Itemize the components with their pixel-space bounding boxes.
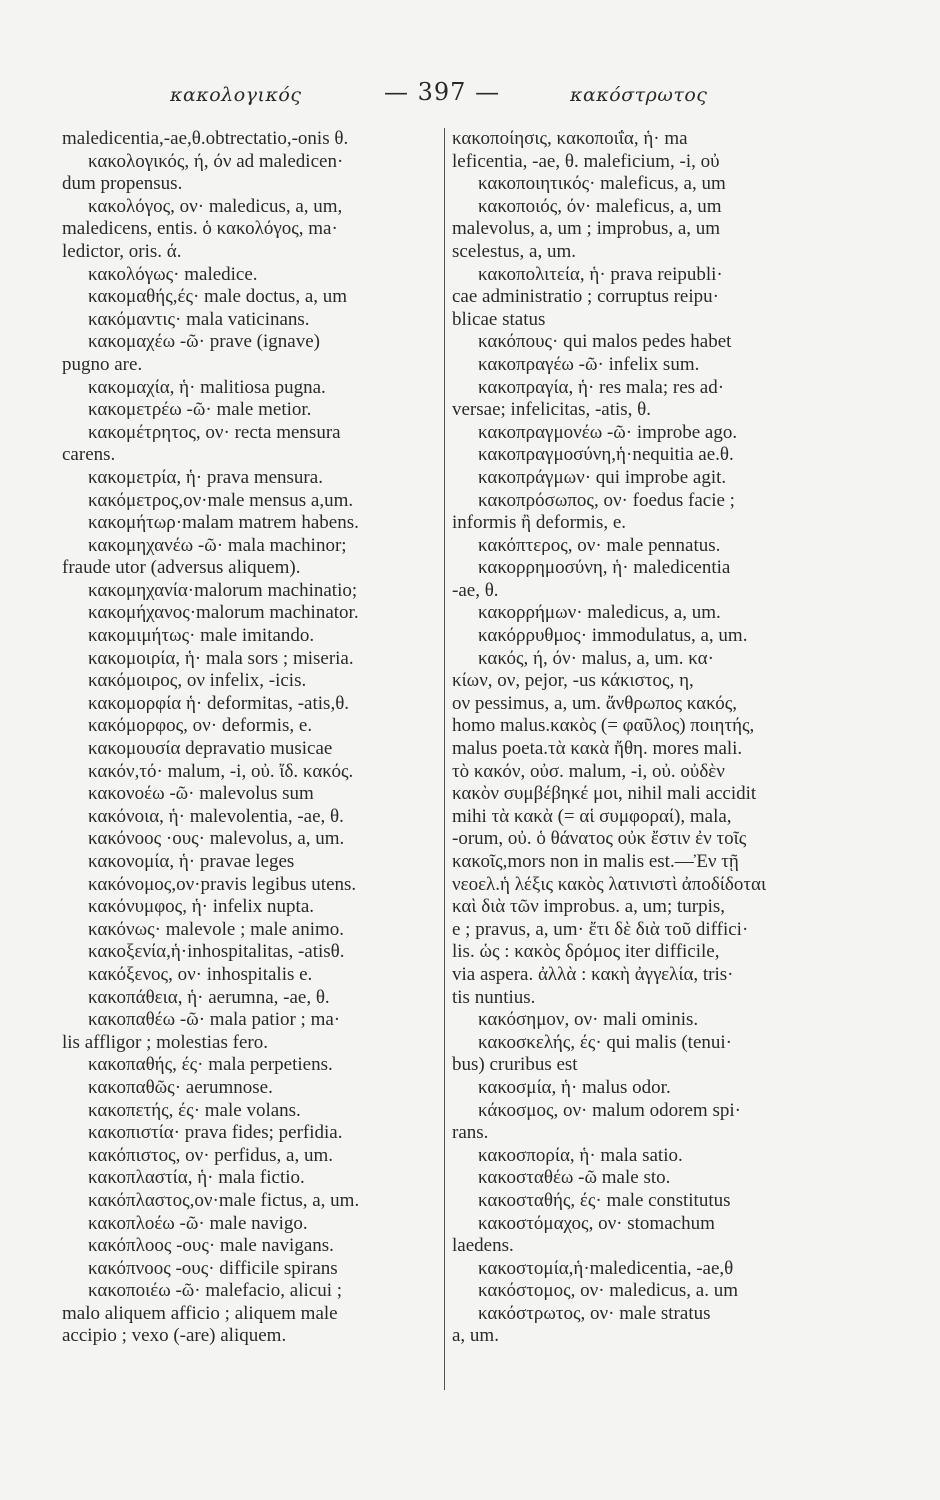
entry-text-line: lis. ὡς : κακὸς δρόμος iter difficile, bbox=[452, 941, 720, 963]
entry-headline: κακοπράγμων· qui improbe agit. bbox=[478, 466, 727, 488]
entry-headline: κακομορφία ἡ· deformitas, -atis,θ. bbox=[88, 692, 350, 714]
entry-text-line: pugno are. bbox=[62, 353, 143, 375]
entry-headline: κακοπαθῶς· aerumnose. bbox=[88, 1076, 273, 1098]
entry-headline: κακομέτρητος, ον· recta mensura bbox=[88, 421, 341, 443]
entry-headline: κακορρήμων· maledicus, a, um. bbox=[478, 602, 721, 624]
entry-text-line: bus) cruribus est bbox=[452, 1054, 578, 1076]
entry-text-line: -orum, οὐ. ὁ θάνατος οὐκ ἔστιν ἐν τοῖς bbox=[452, 828, 747, 850]
entry-headline: κακοξενία,ἡ·inhospitalitas, -atisθ. bbox=[88, 941, 345, 963]
entry-headline: κακός, ή, όν· malus, a, um. κα· bbox=[478, 647, 714, 669]
entry-text-line: -ae, θ. bbox=[452, 579, 499, 601]
entry-text-line: scelestus, a, um. bbox=[452, 240, 577, 262]
entry-headline: κακόμοιρος, ον infelix, -icis. bbox=[88, 670, 307, 692]
entry-headline: κακόσημον, ον· mali ominis. bbox=[478, 1009, 699, 1031]
entry-headline: κακοπλαστία, ἡ· mala fictio. bbox=[88, 1167, 305, 1189]
entry-text-line: καὶ διὰ τῶν improbus. a, um; turpis, bbox=[452, 896, 726, 918]
entry-text-line: κακὸν συμβέβηκέ μοι, nihil mali accidit bbox=[452, 783, 757, 805]
page-number: — 397 — bbox=[384, 78, 501, 106]
entry-text-line: e ; pravus, a, um· ἔτι δὲ διὰ τοῦ diffici· bbox=[452, 918, 749, 940]
entry-headline: κακόστρωτος, ον· male stratus bbox=[478, 1302, 711, 1324]
entry-headline: κακόπιστος, ον· perfidus, a, um. bbox=[88, 1144, 334, 1166]
entry-headline: κακολόγος, ον· maledicus, a, um, bbox=[88, 195, 343, 217]
entry-headline: κακόπλοος -ους· male navigans. bbox=[88, 1235, 334, 1257]
entry-text-line: malevolus, a, um ; improbus, a, um bbox=[452, 218, 721, 240]
entry-text-line: maledicentia,-ae,θ.obtrectatio,-onis θ. bbox=[62, 128, 349, 149]
entry-text-line: versae; infelicitas, -atis, θ. bbox=[452, 399, 652, 421]
entry-headline: κακομηχανία·malorum machinatio; bbox=[88, 579, 358, 601]
entry-headline: κακομαχία, ἡ· malitiosa pugna. bbox=[88, 376, 326, 398]
entry-text-line: rans. bbox=[452, 1122, 489, 1144]
column-divider bbox=[444, 128, 445, 1390]
entry-headline: κακόπους· qui malos pedes habet bbox=[478, 331, 732, 353]
entry-text-line: dum propensus. bbox=[62, 173, 183, 195]
entry-headline: κακοπάθεια, ἡ· aerumna, -ae, θ. bbox=[88, 986, 330, 1008]
entry-text-line: cae administratio ; corruptus reipu· bbox=[452, 286, 719, 308]
entry-headline: κακοποιέω -ῶ· malefacio, alicui ; bbox=[88, 1280, 342, 1302]
entry-headline: κακόνυμφος, ἡ· infelix nupta. bbox=[88, 896, 315, 918]
entry-headline: κακόπνοος -ους· difficile spirans bbox=[88, 1257, 338, 1279]
entry-text-line: accipio ; vexo (-are) aliquem. bbox=[62, 1325, 287, 1347]
entry-headline: κακοπαθέω -ῶ· mala patior ; ma· bbox=[88, 1009, 341, 1031]
entry-headline: κακοπραγμονέω -ῶ· improbe ago. bbox=[478, 421, 738, 443]
entry-headline: κακομοιρία, ἡ· mala sors ; miseria. bbox=[88, 647, 354, 669]
entry-text-line: informis ἢ deformis, e. bbox=[452, 512, 627, 534]
entry-headline: κακοστομία,ἡ·maledicentia, -ae,θ bbox=[478, 1257, 734, 1279]
entry-headline: κακολόγως· maledice. bbox=[88, 263, 258, 285]
entry-text-line: carens. bbox=[62, 444, 116, 466]
entry-text-line: maledicens, entis. ὁ κακολόγος, ma· bbox=[62, 218, 338, 240]
entry-headline: κακόμορφος, ον· deformis, e. bbox=[88, 715, 313, 737]
entry-headline: κακόμετρος,ον·male mensus a,um. bbox=[88, 489, 354, 511]
entry-headline: κακόξενος, ον· inhospitalis e. bbox=[88, 963, 313, 985]
entry-text-line: ον pessimus, a, um. ἄνθρωπος κακός, bbox=[452, 692, 738, 714]
entry-text-line: ledictor, oris. ά. bbox=[62, 240, 182, 262]
entry-headline: κακομαχέω -ῶ· prave (ignave) bbox=[88, 331, 320, 353]
running-header bbox=[0, 78, 940, 118]
entry-headline: κακοποιός, όν· maleficus, a, um bbox=[478, 195, 722, 217]
entry-headline: κακόπτερος, ον· male pennatus. bbox=[478, 534, 721, 556]
entry-headline: κακοσμία, ἡ· malus odor. bbox=[478, 1076, 671, 1098]
entry-text-line: a, um. bbox=[452, 1325, 499, 1347]
header-left-guideword: κακολογικός bbox=[170, 84, 302, 106]
entry-headline: κακολογικός, ή, όν ad maledicen· bbox=[88, 150, 344, 172]
entry-text-line: κακοῖς,mors non in malis est.—Ἐν τῇ bbox=[452, 851, 739, 872]
entry-text-line: mihi τὰ κακὰ (= αἱ συμφοραί), mala, bbox=[452, 805, 732, 827]
entry-headline: κακομιμήτως· male imitando. bbox=[88, 625, 315, 647]
entry-headline: κακομήτωρ·malam matrem habens. bbox=[88, 512, 359, 534]
entry-headline: κακόρρυθμος· immodulatus, a, um. bbox=[478, 625, 748, 647]
entry-text-line: homo malus.κακὸς (= φαῦλος) ποιητής, bbox=[452, 715, 755, 737]
right-column bbox=[452, 128, 836, 1348]
entry-headline: κακόστομος, ον· maledicus, a. um bbox=[478, 1280, 739, 1302]
entry-headline: κακοπετής, ές· male volans. bbox=[88, 1099, 301, 1121]
entry-headline: κακοποιητικός· maleficus, a, um bbox=[478, 173, 726, 195]
entry-headline: κακοπλοέω -ῶ· male navigo. bbox=[88, 1212, 308, 1234]
entry-headline: κακορρημοσύνη, ἡ· maledicentia bbox=[478, 557, 731, 579]
entry-text-line: fraude utor (adversus aliquem). bbox=[62, 557, 301, 579]
entry-headline: κακόν,τό· malum, -i, οὐ. ἴδ. κακός. bbox=[88, 760, 354, 782]
entry-text-line: κακοποίησις, κακοποιΐα, ἡ· ma bbox=[452, 128, 688, 149]
entry-headline: κακοσκελής, ές· qui malis (tenui· bbox=[478, 1031, 732, 1053]
entry-text-line: tis nuntius. bbox=[452, 986, 536, 1008]
header-right-guideword: κακόστρωτος bbox=[570, 84, 708, 106]
entry-text-line: blicae status bbox=[452, 308, 546, 330]
entry-text-line: lis affligor ; molestias fero. bbox=[62, 1031, 268, 1053]
entry-headline: κακόπλαστος,ον·male fictus, a, um. bbox=[88, 1189, 360, 1211]
left-column bbox=[62, 128, 438, 1348]
entry-headline: κακοπραγέω -ῶ· infelix sum. bbox=[478, 353, 700, 375]
entry-text-line: κίων, ον, pejor, -us κάκιστος, η, bbox=[452, 670, 694, 692]
entry-text-line: malus poeta.τὰ κακὰ ἤθη. mores mali. bbox=[452, 738, 743, 760]
entry-headline: κακοπολιτεία, ἡ· prava reipubli· bbox=[478, 263, 723, 285]
entry-headline: κακομηχανέω -ῶ· mala machinor; bbox=[88, 534, 347, 556]
entry-headline: κακοσπορία, ἡ· mala satio. bbox=[478, 1144, 683, 1166]
entry-headline: κάκοσμος, ον· malum odorem spi· bbox=[478, 1099, 741, 1121]
entry-headline: κακοπιστία· prava fides; perfidia. bbox=[88, 1122, 343, 1144]
entry-text-line: laedens. bbox=[452, 1235, 514, 1257]
entry-text-line: via aspera. ἀλλὰ : κακὴ ἀγγελία, tris· bbox=[452, 963, 734, 985]
entry-headline: κακομήχανος·malorum machinator. bbox=[88, 602, 359, 624]
entry-text-line: νεοελ.ἡ λέξις κακὸς λατινιστὶ ἀποδίδοται bbox=[452, 873, 767, 895]
entry-headline: κακομετρία, ἡ· prava mensura. bbox=[88, 466, 323, 488]
entry-text-line: τὸ κακόν, οὐσ. malum, -i, οὐ. οὐδὲν bbox=[452, 760, 725, 782]
entry-headline: κακονομία, ἡ· pravae leges bbox=[88, 851, 295, 872]
entry-headline: κακομαθής,ές· male doctus, a, um bbox=[88, 286, 348, 308]
entry-headline: κακοσταθής, ές· male constitutus bbox=[478, 1189, 731, 1211]
entry-headline: κακοσταθέω -ῶ male sto. bbox=[478, 1167, 671, 1189]
entry-headline: κακόνοια, ἡ· malevolentia, -ae, θ. bbox=[88, 805, 344, 827]
entry-headline: κακόνως· malevole ; male animo. bbox=[88, 918, 345, 940]
entry-headline: κακοπρόσωπος, ον· foedus facie ; bbox=[478, 489, 735, 511]
entry-text-line: leficentia, -ae, θ. maleficium, -i, οὐ bbox=[452, 150, 720, 172]
entry-headline: κακοστόμαχος, ον· stomachum bbox=[478, 1212, 715, 1234]
entry-headline: κακόνομος,ον·pravis legibus utens. bbox=[88, 873, 357, 895]
entry-headline: κακομετρέω -ῶ· male metior. bbox=[88, 399, 312, 421]
entry-headline: κακόμαντις· mala vaticinans. bbox=[88, 308, 310, 330]
entry-text-line: malo aliquem afficio ; aliquem male bbox=[62, 1302, 338, 1324]
entry-headline: κακόνοος ·ους· malevolus, a, um. bbox=[88, 828, 345, 850]
entry-headline: κακονοέω -ῶ· malevolus sum bbox=[88, 783, 314, 805]
entry-headline: κακομουσία depravatio musicae bbox=[88, 738, 333, 760]
entry-headline: κακοπραγμοσύνη,ἡ·nequitia ae.θ. bbox=[478, 444, 734, 466]
entry-headline: κακοπαθής, ές· mala perpetiens. bbox=[88, 1054, 333, 1076]
entry-headline: κακοπραγία, ἡ· res mala; res ad· bbox=[478, 376, 725, 398]
